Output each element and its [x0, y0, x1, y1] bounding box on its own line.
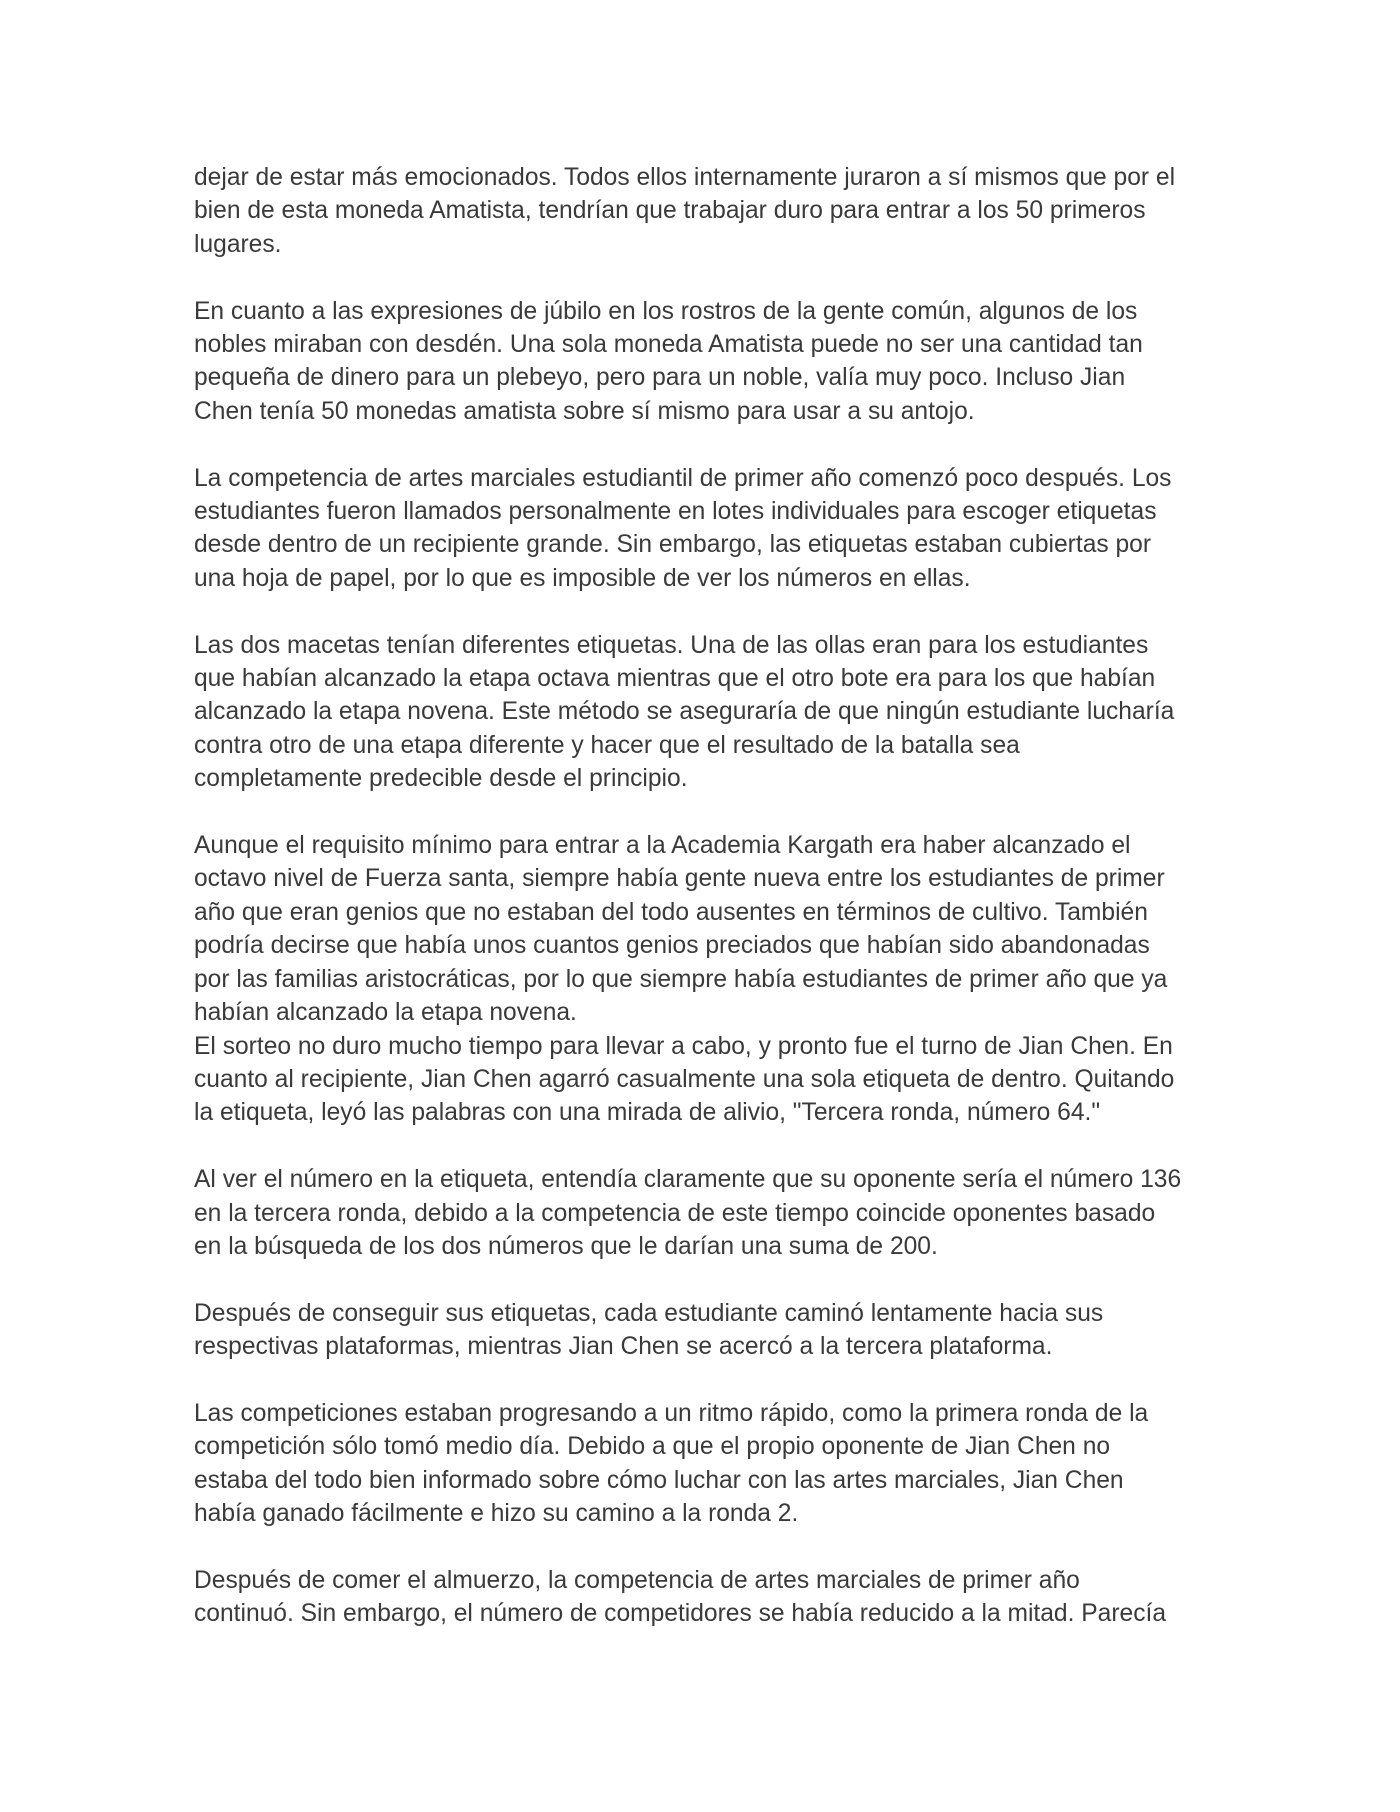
- paragraph: Después de conseguir sus etiquetas, cada estudiante caminó lentamente hacia sus respectivas plataformas, mientras Jian Chen se acercó a la tercera plataforma.: [194, 1299, 1104, 1361]
- paragraph: Después de comer el almuerzo, la competencia de artes marciales de primer año continuó. Sin embargo, el número de competidores se había reducido a la mitad. Parecía: [194, 1566, 1167, 1628]
- paragraph: Aunque el requisito mínimo para entrar a la Academia Kargath era haber alcanzado el octavo nivel de Fuerza santa, siempre había gente nueva entre los estudiantes de primer año que eran genios que no estaban del todo ausentes en términos de cultivo. También podría decirse que había unos cuantos genios preciados que habían sido abandonadas por las familias aristocráticas, por lo que siempre había estudiantes de primer año que ya habían alcanzado la etapa novena.: [194, 832, 1168, 1027]
- paragraph: dejar de estar más emocionados. Todos ellos internamente juraron a sí mismos que por el bien de esta moneda Amatista, tendrían que trabajar duro para entrar a los 50 primeros lugares.: [194, 164, 1176, 258]
- paragraph: Al ver el número en la etiqueta, entendía claramente que su oponente sería el número 136 en la tercera ronda, debido a la competencia de este tiempo coincide oponentes basado en la búsqueda de los dos números que le darían una suma de 200.: [194, 1166, 1182, 1260]
- paragraph: En cuanto a las expresiones de júbilo en los rostros de la gente común, algunos de los nobles miraban con desdén. Una sola moneda Amatista puede no ser una cantidad tan pequeña de dinero para un plebeyo, pero para un noble, valía muy poco. Incluso Jian Chen tenía 50 monedas amatista sobre sí mismo para usar a su antojo.: [194, 297, 1143, 425]
- paragraph: Las dos macetas tenían diferentes etiquetas. Una de las ollas eran para los estudiantes que habían alcanzado la etapa octava mientras que el otro bote era para los que habían alcanzado la etapa novena. Este método se aseguraría de que ningún estudiante lucharía contra otro de una etapa diferente y hacer que el resultado de la batalla sea completamente predecible desde el principio.: [194, 631, 1175, 793]
- paragraph: El sorteo no duro mucho tiempo para llevar a cabo, y pronto fue el turno de Jian Chen. En cuanto al recipiente, Jian Chen agarró casualmente una sola etiqueta de dentro. Quitando la etiqueta, leyó las palabras con una mirada de alivio, "Tercera ronda, número 64.": [194, 1032, 1175, 1127]
- paragraph: Las competiciones estaban progresando a un ritmo rápido, como la primera ronda de la competición sólo tomó medio día. Debido a que el propio oponente de Jian Chen no estaba del todo bien informado sobre cómo luchar con las artes marciales, Jian Chen había ganado fácilmente e hizo su camino a la ronda 2.: [194, 1399, 1149, 1528]
- document-body: [194, 161, 1210, 1664]
- paragraph: La competencia de artes marciales estudiantil de primer año comenzó poco después. Los estudiantes fueron llamados personalmente en lotes individuales para escoger etiquetas desde dentro de un recipiente grande. Sin embargo, las etiquetas estaban cubiertas por una hoja de papel, por lo que es imposible de ver los números en ellas.: [194, 464, 1172, 592]
